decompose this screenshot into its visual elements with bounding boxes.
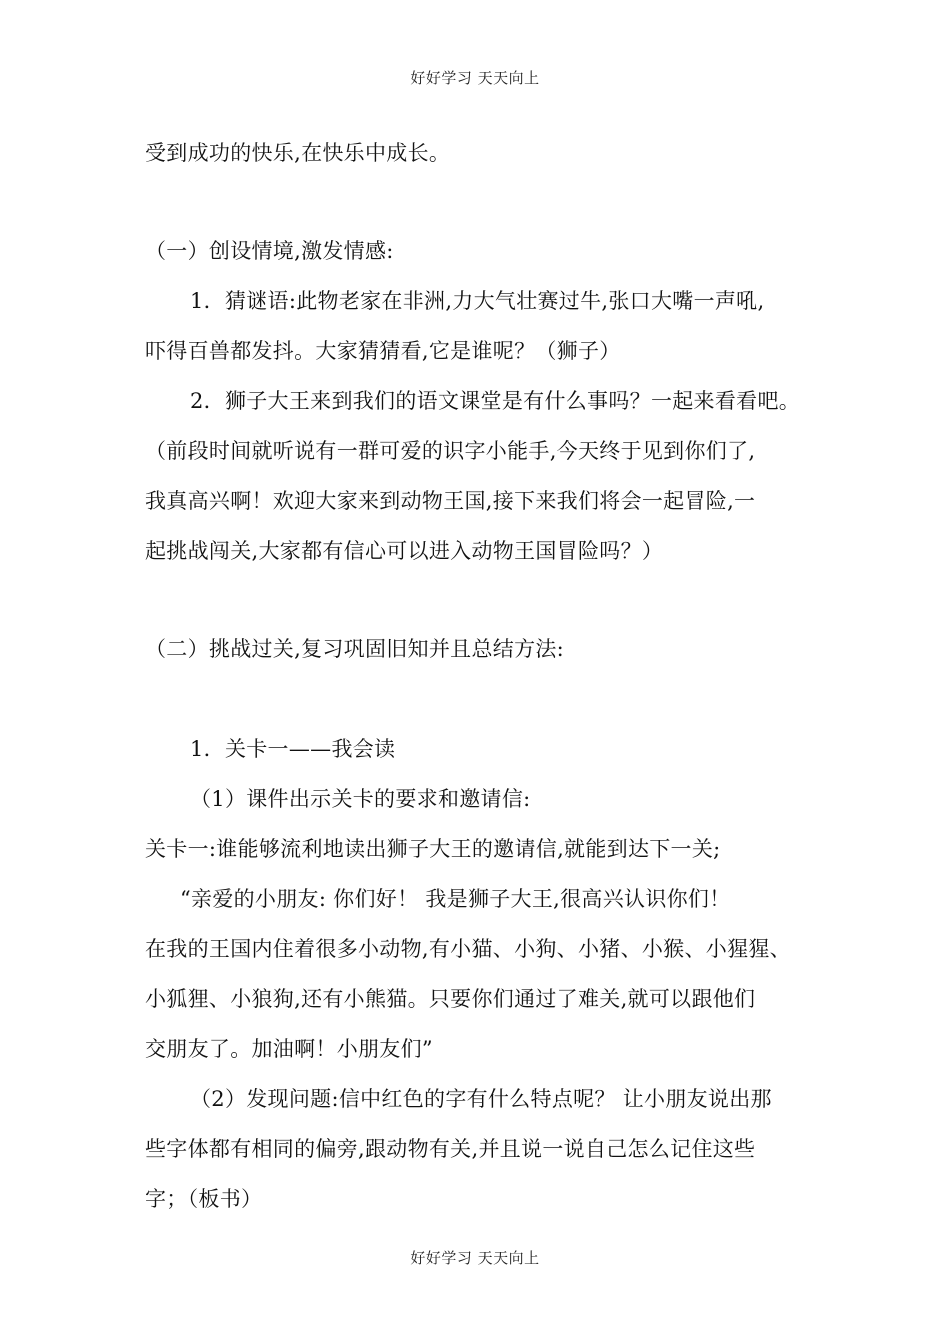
text-line: 受到成功的快乐,在快乐中成长。: [145, 141, 451, 165]
text-line: 在我的王国内住着很多小动物,有小猫、小狗、小猪、小猴、小猩猩、: [145, 937, 791, 961]
section-heading: （二）挑战过关,复习巩固旧知并且总结方法:: [145, 637, 565, 661]
text-line: 1．猜谜语:此物老家在非洲,力大气壮赛过牛,张口大嘴一声吼,: [190, 289, 765, 313]
page-footer: 好好学习 天天向上: [410, 1249, 540, 1267]
text-line: 小狐狸、小狼狗,还有小熊猫。只要你们通过了难关,就可以跟他们: [145, 987, 756, 1011]
text-line: 吓得百兽都发抖。大家猜猜看,它是谁呢？（狮子）: [145, 339, 621, 363]
text-line: 交朋友了。加油啊！小朋友们”: [145, 1037, 433, 1061]
text-line: （前段时间就听说有一群可爱的识字小能手,今天终于见到你们了,: [145, 439, 756, 463]
text-line: “亲爱的小朋友: 你们好！ 我是狮子大王,很高兴认识你们！: [180, 887, 731, 911]
text-line: 2．狮子大王来到我们的语文课堂是有什么事吗？一起来看看吧。: [190, 389, 801, 413]
text-line: 字；（板书）: [145, 1187, 263, 1211]
page-header: 好好学习 天天向上: [410, 69, 540, 87]
text-line: （1）课件出示关卡的要求和邀请信:: [190, 787, 531, 811]
text-line: 1．关卡一——我会读: [190, 737, 396, 761]
text-line: 关卡一:谁能够流利地读出狮子大王的邀请信,就能到达下一关;: [145, 837, 721, 861]
text-line: （2）发现问题:信中红色的字有什么特点呢？ 让小朋友说出那: [190, 1087, 772, 1111]
text-line: 我真高兴啊！欢迎大家来到动物王国,接下来我们将会一起冒险,一: [145, 489, 756, 513]
section-heading: （一）创设情境,激发情感:: [145, 239, 394, 263]
text-line: 起挑战闯关,大家都有信心可以进入动物王国冒险吗？）: [145, 539, 664, 563]
text-line: 些字体都有相同的偏旁,跟动物有关,并且说一说自己怎么记住这些: [145, 1137, 756, 1161]
